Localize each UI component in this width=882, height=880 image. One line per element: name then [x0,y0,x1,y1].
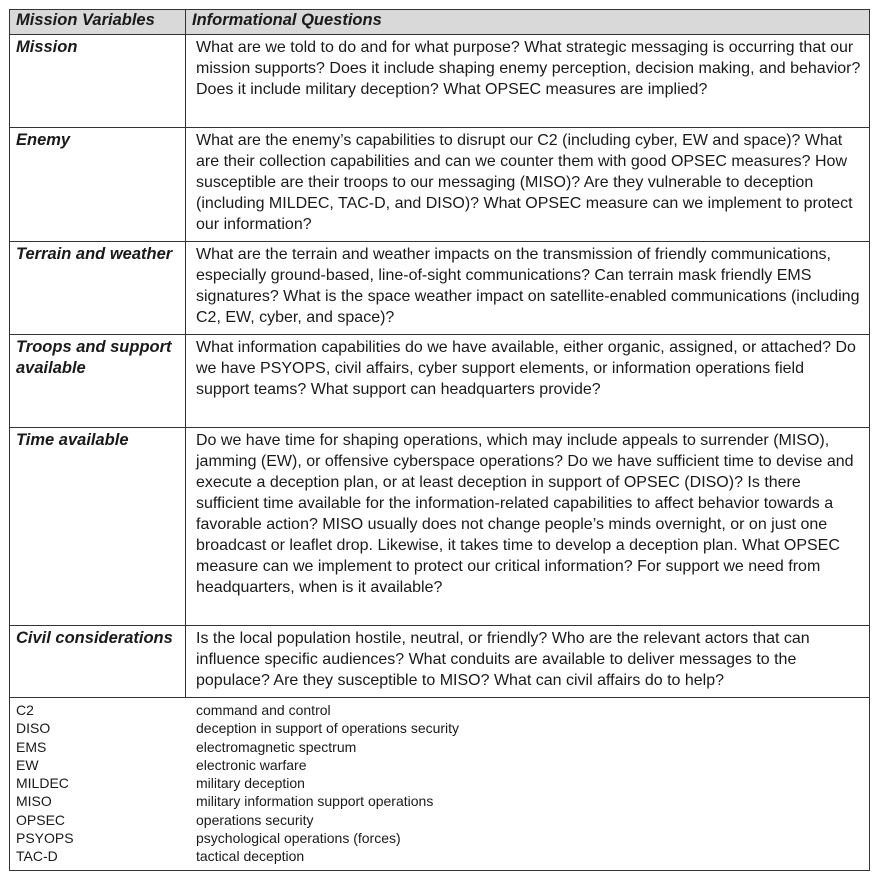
abbr-meaning: tactical deception [196,848,305,865]
variable-mission: Mission [10,35,186,128]
abbr-meaning: deception in support of operations security [196,720,460,737]
abbr-meaning: electronic warfare [196,756,307,773]
abbreviations-list [16,701,863,866]
table-row-enemy [10,128,870,242]
mission-variables-table-container [9,9,869,871]
questions-enemy: What are the enemy’s capabilities to disrupt our C2 (including cyber, EW and space)? What are their collection capabilities and can we counter them with good OPSEC measures? How susceptible are their troops to our messaging (MISO)? Are they vulnerable to deception (including MILDEC, TAC-D, and DISO)? What OPSEC measure can we implement to protect our information? [186,128,870,242]
questions-civil-considerations: Is the local population hostile, neutral, or friendly? Who are the relevant actors that can influence specific audiences? What conduits are available to deliver messages to the populace? Are they susceptible to MISO? What can civil affairs do to help? [186,626,870,698]
questions-terrain-weather: What are the terrain and weather impacts on the transmission of friendly communications, especially ground-based, line-of-sight communications? Can terrain mask friendly EMS signatures? What is the space weather impact on satellite-enabled communications (including C2, EW, cyber, and space)? [186,242,870,335]
header-informational-questions: Informational Questions [186,10,870,35]
header-mission-variables: Mission Variables [10,10,186,35]
abbr-term: PSYOPS [16,830,74,847]
abbr-meaning: operations security [196,811,314,828]
abbr-term: OPSEC [16,811,66,828]
abbr-term: C2 [16,702,34,718]
variable-civil-considerations: Civil considerations [10,626,186,698]
variable-terrain-weather: Terrain and weather [10,242,186,335]
abbreviations-cell [10,698,870,871]
abbr-meaning: command and control [196,702,331,718]
table-row-time-available [10,428,870,626]
questions-time-available: Do we have time for shaping operations, which may include appeals to surrender (MISO), jamming (EW), or offensive cyberspace operations? Do we have sufficient time to devise and execute a deception plan, or at least deception in support of OPSEC (DISO)? Is there sufficient time available for the information-related capabilities to affect behavior towards a favorable action? MISO usually does not change people’s minds overnight, or on just one broadcast or leaflet drop. Likewise, it takes time to develop a deception plan. What OPSEC measure can we implement to protect our critical information? For support we need from headquarters, when is it available? [186,428,870,626]
table-row-mission [10,35,870,128]
mission-variables-table [9,9,870,871]
variable-time-available: Time available [10,428,186,626]
table-row-troops-support [10,335,870,428]
questions-troops-support: What information capabilities do we have available, either organic, assigned, or attached? Do we have PSYOPS, civil affairs, cyber support elements, or information operations field support teams? What support can headquarters provide? [186,335,870,428]
abbr-meaning: psychological operations (forces) [196,830,401,847]
variable-troops-support: Troops and support available [10,335,186,428]
abbr-term: EW [16,756,39,773]
abbr-term: MILDEC [16,775,69,792]
abbr-term: TAC-D [16,848,58,865]
questions-mission: What are we told to do and for what purpose? What strategic messaging is occurring that our mission supports? Does it include shaping enemy perception, decision making, and behavior? Does it include military deception? What OPSEC measures are implied? [186,35,870,128]
abbr-term: DISO [16,720,51,737]
variable-enemy: Enemy [10,128,186,242]
abbreviations-row [10,698,870,871]
abbr-term: EMS [16,738,47,755]
abbr-meaning: military information support operations [196,793,434,810]
abbr-term: MISO [16,793,52,810]
table-row-terrain-weather [10,242,870,335]
table-row-civil-considerations [10,626,870,698]
table-header-row [10,10,870,35]
abbr-meaning: military deception [196,775,305,792]
abbr-meaning: electromagnetic spectrum [196,738,357,755]
